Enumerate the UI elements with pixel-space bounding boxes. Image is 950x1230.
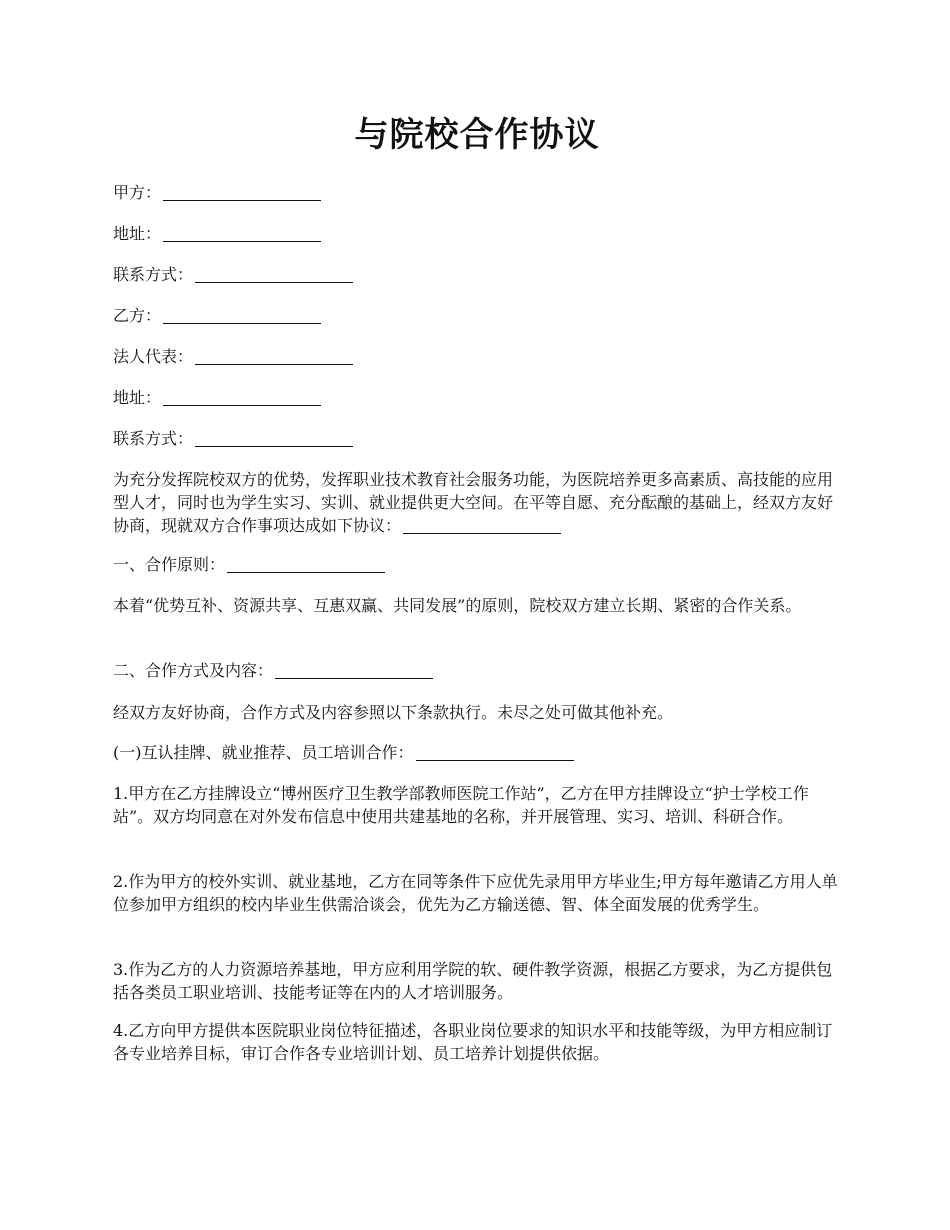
section1-heading-blank [227,556,385,573]
sub1-heading-blank [416,744,574,761]
sub1-heading-line [113,741,841,764]
section2-heading: 二、合作方式及内容： [113,661,274,680]
party-a-address-blank [163,225,321,242]
party-a-name-blank [163,184,321,201]
party-a-contact-line [113,263,841,286]
section1-heading: 一、合作原则： [113,555,226,574]
section2-body: 经双方友好协商，合作方式及内容参照以下条款执行。未尽之处可做其他补充。 [113,703,674,722]
section1-body: 本着“优势互补、资源共享、互惠双赢、共同发展”的原则，院校双方建立长期、紧密的合作关系。 [113,596,802,615]
party-a-contact-label: 联系方式： [113,265,194,284]
document-title: 与院校合作协议 [354,115,600,155]
party-a-name-label: 甲方： [113,183,162,202]
party-b-legal-rep-line [113,345,841,368]
intro-paragraph [113,468,841,537]
party-b-legal-rep-blank [195,348,353,365]
party-a-address-label: 地址： [113,224,162,243]
clause-item-3: 3.作为乙方的人力资源培养基地，甲方应利用学院的软、硬件教学资源，根据乙方要求，为乙方提供包括各类员工职业培训、技能考证等在内的人才培训服务。 [113,960,833,1002]
clause-item-2: 2.作为甲方的校外实训、就业基地，乙方在同等条件下应优先录用甲方毕业生;甲方每年邀请乙方用人单位参加甲方组织的校内毕业生供需洽谈会，优先为乙方输送德、智、体全面发展的优秀学生。 [113,872,838,914]
party-b-contact-blank [195,430,353,447]
clause-item-1: 1.甲方在乙方挂牌设立“博州医疗卫生教学部教师医院工作站”，乙方在甲方挂牌设立“护士学校工作站”。双方均同意在对外发布信息中使用共建基地的名称，并开展管理、实习、培训、科研合作。 [113,784,809,826]
party-b-address-label: 地址： [113,388,162,407]
party-b-address-blank [163,389,321,406]
party-b-address-line [113,386,841,409]
party-a-address-line [113,222,841,245]
party-b-name-label: 乙方： [113,306,162,325]
party-b-legal-rep-label: 法人代表： [113,347,194,366]
party-a-contact-blank [195,266,353,283]
clause-item-4: 4.乙方向甲方提供本医院职业岗位特征描述，各职业岗位要求的知识水平和技能等级，为甲方相应制订各专业培养目标，审订合作各专业培训计划、员工培养计划提供依据。 [113,1021,833,1063]
party-b-name-blank [163,307,321,324]
intro-blank [403,517,561,534]
party-b-contact-label: 联系方式： [113,429,194,448]
party-b-name-line [113,304,841,327]
party-b-contact-line [113,427,841,450]
intro-text: 为充分发挥院校双方的优势，发挥职业技术教育社会服务功能，为医院培养更多高素质、高技能的应用型人才，同时也为学生实习、实训、就业提供更大空间。在平等自愿、充分酝酿的基础上，经双方友好协商，现就双方合作事项达成如下协议： [113,470,834,535]
section1-heading-line [113,553,841,576]
section2-heading-line [113,659,841,682]
party-a-name-line [113,181,841,204]
section2-heading-blank [275,662,433,679]
sub1-heading: (一)互认挂牌、就业推荐、员工培训合作： [113,743,414,762]
